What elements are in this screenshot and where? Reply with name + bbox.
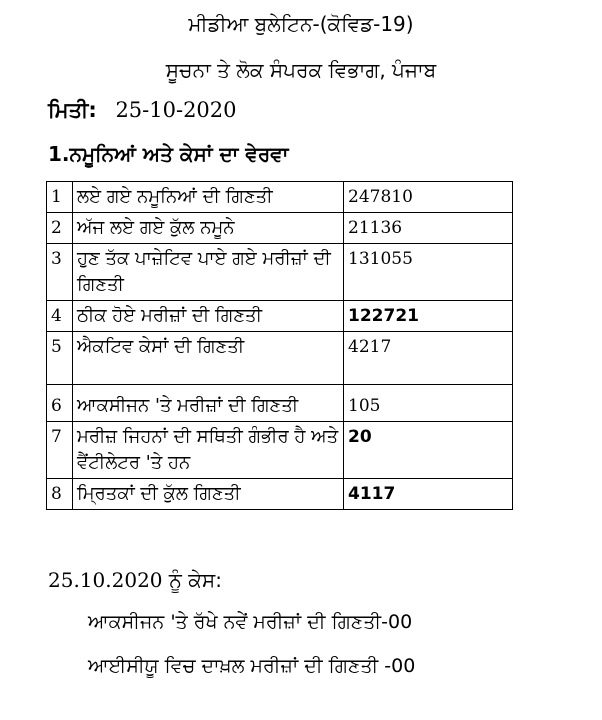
date-value: 25-10-2020: [115, 98, 237, 122]
cases-table: [46, 181, 513, 510]
new-oxygen-patients: ਆਕਸੀਜਨ 'ਤੇ ਰੱਖੇ ਨਵੇਂ ਮਰੀਜ਼ਾਂ ਦੀ ਗਿਣਤੀ-00: [88, 611, 413, 633]
row-value: 131055: [344, 244, 513, 301]
table-row: [47, 479, 513, 510]
row-number: 3: [47, 244, 73, 301]
date-label: ਮਿਤੀ:: [48, 98, 97, 122]
row-number: 5: [47, 332, 73, 385]
row-value: 105: [344, 385, 513, 422]
table-row: [47, 332, 513, 385]
row-number: 1: [47, 182, 73, 213]
row-number: 6: [47, 385, 73, 422]
row-number: 8: [47, 479, 73, 510]
row-description: ਅੱਜ ਲਏ ਗਏ ਕੁੱਲ ਨਮੂਨੇ: [73, 213, 344, 244]
row-description: ਮਰੀਜ਼ ਜਿਹਨਾਂ ਦੀ ਸਥਿਤੀ ਗੰਭੀਰ ਹੈ ਅਤੇ ਵੈਂਟੀਲੇਟਰ 'ਤੇ ਹਨ: [73, 422, 344, 479]
row-description: ਆਕਸੀਜਨ 'ਤੇ ਮਰੀਜ਼ਾਂ ਦੀ ਗਿਣਤੀ: [73, 385, 344, 422]
department-subtitle: ਸੂਚਨਾ ਤੇ ਲੋਕ ਸੰਪਰਕ ਵਿਭਾਗ, ਪੰਜਾਬ: [165, 58, 437, 82]
section-heading: 1.ਨਮੂਨਿਆਂ ਅਤੇ ਕੇਸਾਂ ਦਾ ਵੇਰਵਾ: [48, 142, 289, 166]
row-value: 20: [344, 422, 513, 479]
row-value: 4217: [344, 332, 513, 385]
table-row: [47, 422, 513, 479]
table-row: [47, 213, 513, 244]
footer-date-suffix: ਨੂੰ ਕੇਸ:: [168, 568, 222, 592]
table-row: [47, 301, 513, 332]
footer-date: 25.10.2020: [48, 568, 163, 592]
row-description: ਠੀਕ ਹੋਏ ਮਰੀਜ਼ਾਂ ਦੀ ਗਿਣਤੀ: [73, 301, 344, 332]
row-number: 7: [47, 422, 73, 479]
table-row: [47, 385, 513, 422]
footer-date-line: [48, 568, 222, 592]
bulletin-title: ਮੀਡੀਆ ਬੁਲੇਟਿਨ-(ਕੋਵਿਡ-19): [188, 12, 414, 36]
row-description: ਲਏ ਗਏ ਨਮੂਨਿਆਂ ਦੀ ਗਿਣਤੀ: [73, 182, 344, 213]
date-line: [48, 98, 237, 123]
icu-admitted-patients: ਆਈਸੀਯੂ ਵਿਚ ਦਾਖ਼ਲ ਮਰੀਜ਼ਾਂ ਦੀ ਗਿਣਤੀ -00: [88, 655, 416, 677]
row-value: 247810: [344, 182, 513, 213]
table-row: [47, 182, 513, 213]
row-number: 2: [47, 213, 73, 244]
row-value: 122721: [344, 301, 513, 332]
row-description: ਹੁਣ ਤੱਕ ਪਾਜ਼ੇਟਿਵ ਪਾਏ ਗਏ ਮਰੀਜ਼ਾਂ ਦੀ ਗਿਣਤੀ: [73, 244, 344, 301]
table-row: [47, 244, 513, 301]
row-description: ਮ੍ਰਿਤਕਾਂ ਦੀ ਕੁੱਲ ਗਿਣਤੀ: [73, 479, 344, 510]
row-number: 4: [47, 301, 73, 332]
row-value: 4117: [344, 479, 513, 510]
row-value: 21136: [344, 213, 513, 244]
row-description: ਐਕਟਿਵ ਕੇਸਾਂ ਦੀ ਗਿਣਤੀ: [73, 332, 344, 385]
